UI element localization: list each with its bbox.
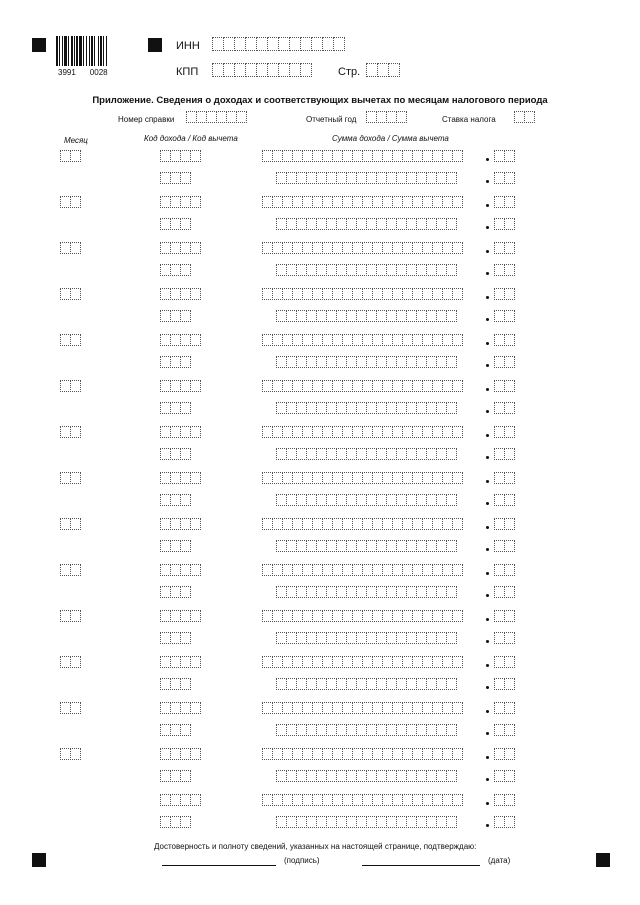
- cell[interactable]: [504, 794, 515, 806]
- cell[interactable]: [190, 380, 201, 392]
- income-sum-field[interactable]: [262, 656, 462, 668]
- cell[interactable]: [190, 426, 201, 438]
- cell[interactable]: [70, 426, 81, 438]
- deduction-code-field[interactable]: [160, 540, 190, 552]
- cell[interactable]: [190, 150, 201, 162]
- income-code-field[interactable]: [160, 472, 200, 484]
- cell[interactable]: [504, 656, 515, 668]
- income-sum-field[interactable]: [262, 702, 462, 714]
- cell[interactable]: [180, 678, 191, 690]
- income-code-field[interactable]: [160, 150, 200, 162]
- decimal-point: [486, 180, 489, 183]
- cell[interactable]: [333, 37, 345, 51]
- month-field[interactable]: [60, 334, 80, 346]
- cell[interactable]: [504, 632, 515, 644]
- income-sum-field[interactable]: [262, 380, 462, 392]
- cell[interactable]: [504, 816, 515, 828]
- deduction-cents-field[interactable]: [494, 310, 514, 322]
- decimal-point: [486, 342, 489, 345]
- deduction-code-field[interactable]: [160, 310, 190, 322]
- cell[interactable]: [70, 472, 81, 484]
- cell[interactable]: [504, 564, 515, 576]
- cell[interactable]: [504, 610, 515, 622]
- deduction-cents-field[interactable]: [494, 586, 514, 598]
- income-cents-field[interactable]: [494, 196, 514, 208]
- cell[interactable]: [504, 288, 515, 300]
- income-cents-field[interactable]: [494, 426, 514, 438]
- corner-marker-top-left: [32, 38, 46, 52]
- deduction-sum-field[interactable]: [276, 632, 456, 644]
- barcode-bar: [79, 36, 82, 66]
- cell[interactable]: [504, 310, 515, 322]
- cell[interactable]: [452, 564, 463, 576]
- income-cents-field[interactable]: [494, 610, 514, 622]
- income-code-field[interactable]: [160, 288, 200, 300]
- month-field[interactable]: [60, 150, 80, 162]
- income-cents-field[interactable]: [494, 150, 514, 162]
- income-sum-field[interactable]: [262, 150, 462, 162]
- cell[interactable]: [452, 242, 463, 254]
- cell[interactable]: [446, 218, 457, 230]
- cell[interactable]: [452, 426, 463, 438]
- month-field[interactable]: [60, 610, 80, 622]
- deduction-code-field[interactable]: [160, 172, 190, 184]
- deduction-sum-field[interactable]: [276, 678, 456, 690]
- barcode-bar: [94, 36, 95, 66]
- cell[interactable]: [70, 702, 81, 714]
- income-code-field[interactable]: [160, 380, 200, 392]
- kpp-field[interactable]: [212, 63, 311, 77]
- month-field[interactable]: [60, 242, 80, 254]
- income-cents-field[interactable]: [494, 380, 514, 392]
- inn-field[interactable]: [212, 37, 344, 51]
- deduction-sum-field[interactable]: [276, 218, 456, 230]
- cell[interactable]: [70, 748, 81, 760]
- cell[interactable]: [70, 242, 81, 254]
- cell[interactable]: [446, 770, 457, 782]
- cell[interactable]: [452, 334, 463, 346]
- cell[interactable]: [504, 196, 515, 208]
- month-field[interactable]: [60, 518, 80, 530]
- decimal-point: [486, 802, 489, 805]
- deduction-sum-field[interactable]: [276, 770, 456, 782]
- income-code-field[interactable]: [160, 656, 200, 668]
- barcode-right-number: 0028: [89, 68, 108, 77]
- cell[interactable]: [446, 678, 457, 690]
- decimal-point: [486, 204, 489, 207]
- decimal-point: [486, 250, 489, 253]
- page-title: Приложение. Сведения о доходах и соответствующих вычетах по месяцам налогового периода: [92, 95, 548, 106]
- cell[interactable]: [504, 472, 515, 484]
- deduction-sum-field[interactable]: [276, 540, 456, 552]
- cell[interactable]: [504, 380, 515, 392]
- decimal-point: [486, 640, 489, 643]
- deduction-cents-field[interactable]: [494, 678, 514, 690]
- cell[interactable]: [452, 702, 463, 714]
- deduction-cents-field[interactable]: [494, 632, 514, 644]
- month-field[interactable]: [60, 472, 80, 484]
- confirmation-text: Достоверность и полноту сведений, указанных на настоящей странице, подтверждаю:: [154, 842, 477, 851]
- cell[interactable]: [180, 310, 191, 322]
- deduction-cents-field[interactable]: [494, 540, 514, 552]
- barcode-bar: [59, 36, 60, 66]
- cell[interactable]: [504, 334, 515, 346]
- cell[interactable]: [190, 242, 201, 254]
- decimal-point: [486, 226, 489, 229]
- cell[interactable]: [236, 111, 247, 123]
- income-cents-field[interactable]: [494, 564, 514, 576]
- deduction-sum-field[interactable]: [276, 494, 456, 506]
- decimal-point: [486, 456, 489, 459]
- barcode-numbers: [58, 68, 108, 77]
- cell[interactable]: [452, 748, 463, 760]
- tax-rate-label: Ставка налога: [442, 115, 496, 124]
- cell[interactable]: [452, 196, 463, 208]
- decimal-point: [486, 710, 489, 713]
- cell[interactable]: [452, 288, 463, 300]
- cell[interactable]: [180, 448, 191, 460]
- cell[interactable]: [190, 656, 201, 668]
- month-field[interactable]: [60, 196, 80, 208]
- barcode-bar: [103, 36, 104, 66]
- deduction-code-field[interactable]: [160, 218, 190, 230]
- cell[interactable]: [446, 632, 457, 644]
- deduction-sum-field[interactable]: [276, 310, 456, 322]
- cell[interactable]: [190, 288, 201, 300]
- barcode-bar: [56, 36, 58, 66]
- deduction-sum-field[interactable]: [276, 816, 456, 828]
- deduction-cents-field[interactable]: [494, 402, 514, 414]
- cell[interactable]: [452, 380, 463, 392]
- income-cents-field[interactable]: [494, 748, 514, 760]
- barcode-bar: [83, 36, 84, 66]
- cell[interactable]: [446, 310, 457, 322]
- cell[interactable]: [504, 242, 515, 254]
- cert-number-label: Номер справки: [118, 115, 175, 124]
- tax-rate-field[interactable]: [514, 111, 534, 123]
- barcode-bar: [74, 36, 75, 66]
- cell[interactable]: [504, 678, 515, 690]
- decimal-point: [486, 364, 489, 367]
- income-code-field[interactable]: [160, 242, 200, 254]
- barcode-image: [56, 36, 136, 66]
- deduction-code-field[interactable]: [160, 356, 190, 368]
- barcode-bar: [91, 36, 93, 66]
- cell[interactable]: [504, 724, 515, 736]
- decimal-point: [486, 296, 489, 299]
- cell[interactable]: [446, 172, 457, 184]
- deduction-code-field[interactable]: [160, 264, 190, 276]
- month-field[interactable]: [60, 702, 80, 714]
- income-code-field[interactable]: [160, 748, 200, 760]
- cell[interactable]: [446, 586, 457, 598]
- page-label: Стр.: [338, 66, 361, 78]
- cell[interactable]: [190, 472, 201, 484]
- decimal-point: [486, 686, 489, 689]
- cell[interactable]: [180, 770, 191, 782]
- income-code-field[interactable]: [160, 426, 200, 438]
- cell[interactable]: [452, 150, 463, 162]
- deduction-code-field[interactable]: [160, 494, 190, 506]
- decimal-point: [486, 388, 489, 391]
- cell[interactable]: [190, 564, 201, 576]
- barcode-bar: [98, 36, 99, 66]
- decimal-point: [486, 732, 489, 735]
- cell[interactable]: [70, 564, 81, 576]
- cell[interactable]: [452, 472, 463, 484]
- cell[interactable]: [504, 586, 515, 598]
- cell[interactable]: [452, 656, 463, 668]
- decimal-point: [486, 664, 489, 667]
- deduction-sum-field[interactable]: [276, 586, 456, 598]
- cell[interactable]: [388, 63, 400, 77]
- decimal-point: [486, 756, 489, 759]
- decimal-point: [486, 594, 489, 597]
- income-cents-field[interactable]: [494, 288, 514, 300]
- deduction-cents-field[interactable]: [494, 356, 514, 368]
- signature-caption: (подпись): [284, 856, 320, 865]
- cell[interactable]: [180, 356, 191, 368]
- cell[interactable]: [504, 264, 515, 276]
- income-code-field[interactable]: [160, 334, 200, 346]
- cell[interactable]: [190, 610, 201, 622]
- month-field[interactable]: [60, 656, 80, 668]
- cell[interactable]: [504, 494, 515, 506]
- cell[interactable]: [180, 540, 191, 552]
- barcode-bar: [64, 36, 67, 66]
- deduction-cents-field[interactable]: [494, 172, 514, 184]
- income-sum-field[interactable]: [262, 518, 462, 530]
- barcode-bar: [89, 36, 90, 66]
- month-field[interactable]: [60, 564, 80, 576]
- income-cents-field[interactable]: [494, 518, 514, 530]
- month-field[interactable]: [60, 288, 80, 300]
- signature-line[interactable]: [162, 865, 276, 866]
- deduction-cents-field[interactable]: [494, 494, 514, 506]
- cell[interactable]: [504, 770, 515, 782]
- decimal-point: [486, 410, 489, 413]
- income-code-field[interactable]: [160, 518, 200, 530]
- income-cents-field[interactable]: [494, 472, 514, 484]
- cell[interactable]: [190, 334, 201, 346]
- barcode-bar: [106, 36, 107, 66]
- cell[interactable]: [190, 518, 201, 530]
- cell[interactable]: [504, 702, 515, 714]
- income-sum-field[interactable]: [262, 196, 462, 208]
- kpp-label: КПП: [176, 66, 199, 78]
- deduction-code-field[interactable]: [160, 816, 190, 828]
- cell[interactable]: [70, 150, 81, 162]
- cell[interactable]: [446, 540, 457, 552]
- cell[interactable]: [504, 748, 515, 760]
- cell[interactable]: [446, 816, 457, 828]
- income-sum-field[interactable]: [262, 748, 462, 760]
- decimal-point: [486, 778, 489, 781]
- cell[interactable]: [446, 724, 457, 736]
- page-number-field[interactable]: [366, 63, 399, 77]
- income-code-field[interactable]: [160, 196, 200, 208]
- month-field[interactable]: [60, 380, 80, 392]
- cell[interactable]: [190, 196, 201, 208]
- cell[interactable]: [180, 402, 191, 414]
- inn-label: ИНН: [176, 40, 200, 52]
- cell[interactable]: [190, 794, 201, 806]
- cell[interactable]: [180, 632, 191, 644]
- decimal-point: [486, 480, 489, 483]
- barcode-bar: [62, 36, 63, 66]
- cell[interactable]: [70, 334, 81, 346]
- barcode-bar: [86, 36, 87, 66]
- cell[interactable]: [180, 816, 191, 828]
- decimal-point: [486, 318, 489, 321]
- deduction-sum-field[interactable]: [276, 264, 456, 276]
- column-header-code: Код дохода / Код вычета: [144, 134, 238, 143]
- deduction-cents-field[interactable]: [494, 724, 514, 736]
- cell[interactable]: [70, 380, 81, 392]
- cell[interactable]: [504, 218, 515, 230]
- income-cents-field[interactable]: [494, 702, 514, 714]
- date-caption: (дата): [488, 856, 511, 865]
- cell[interactable]: [70, 518, 81, 530]
- barcode-bar: [100, 36, 102, 66]
- decimal-point: [486, 434, 489, 437]
- barcode-bar: [71, 36, 73, 66]
- decimal-point: [486, 572, 489, 575]
- income-sum-field[interactable]: [262, 472, 462, 484]
- income-sum-field[interactable]: [262, 426, 462, 438]
- deduction-sum-field[interactable]: [276, 402, 456, 414]
- deduction-cents-field[interactable]: [494, 770, 514, 782]
- deduction-cents-field[interactable]: [494, 218, 514, 230]
- deduction-sum-field[interactable]: [276, 172, 456, 184]
- decimal-point: [486, 526, 489, 529]
- cell[interactable]: [504, 448, 515, 460]
- deduction-sum-field[interactable]: [276, 448, 456, 460]
- cell[interactable]: [190, 748, 201, 760]
- cell[interactable]: [452, 518, 463, 530]
- cell[interactable]: [504, 426, 515, 438]
- cell[interactable]: [446, 356, 457, 368]
- cell[interactable]: [300, 63, 312, 77]
- cell[interactable]: [446, 448, 457, 460]
- deduction-cents-field[interactable]: [494, 816, 514, 828]
- income-sum-field[interactable]: [262, 288, 462, 300]
- corner-marker-top-mid: [148, 38, 162, 52]
- cell[interactable]: [180, 218, 191, 230]
- cell[interactable]: [446, 494, 457, 506]
- decimal-point: [486, 548, 489, 551]
- corner-marker-bottom-left: [32, 853, 46, 867]
- cell[interactable]: [70, 196, 81, 208]
- decimal-point: [486, 158, 489, 161]
- cell[interactable]: [504, 518, 515, 530]
- barcode-bar: [68, 36, 69, 66]
- income-cents-field[interactable]: [494, 334, 514, 346]
- income-sum-field[interactable]: [262, 794, 462, 806]
- deduction-cents-field[interactable]: [494, 264, 514, 276]
- cell[interactable]: [180, 494, 191, 506]
- cell[interactable]: [190, 702, 201, 714]
- cell[interactable]: [504, 356, 515, 368]
- cell[interactable]: [524, 111, 535, 123]
- column-header-month: Месяц: [64, 136, 88, 145]
- deduction-sum-field[interactable]: [276, 724, 456, 736]
- cell[interactable]: [504, 150, 515, 162]
- month-field[interactable]: [60, 748, 80, 760]
- decimal-point: [486, 824, 489, 827]
- cell[interactable]: [180, 586, 191, 598]
- cell[interactable]: [70, 656, 81, 668]
- cell[interactable]: [504, 172, 515, 184]
- cell[interactable]: [70, 610, 81, 622]
- month-field[interactable]: [60, 426, 80, 438]
- cert-number-field[interactable]: [186, 111, 246, 123]
- cell[interactable]: [452, 610, 463, 622]
- deduction-code-field[interactable]: [160, 586, 190, 598]
- income-code-field[interactable]: [160, 702, 200, 714]
- deduction-code-field[interactable]: [160, 678, 190, 690]
- decimal-point: [486, 272, 489, 275]
- corner-marker-bottom-right: [596, 853, 610, 867]
- date-line[interactable]: [362, 865, 480, 866]
- income-code-field[interactable]: [160, 564, 200, 576]
- cell[interactable]: [452, 794, 463, 806]
- deduction-sum-field[interactable]: [276, 356, 456, 368]
- cell[interactable]: [180, 264, 191, 276]
- decimal-point: [486, 618, 489, 621]
- deduction-code-field[interactable]: [160, 724, 190, 736]
- cell[interactable]: [396, 111, 407, 123]
- deduction-code-field[interactable]: [160, 448, 190, 460]
- deduction-code-field[interactable]: [160, 632, 190, 644]
- cell[interactable]: [446, 264, 457, 276]
- income-sum-field[interactable]: [262, 242, 462, 254]
- deduction-code-field[interactable]: [160, 770, 190, 782]
- year-field[interactable]: [366, 111, 406, 123]
- income-sum-field[interactable]: [262, 564, 462, 576]
- cell[interactable]: [180, 172, 191, 184]
- cell[interactable]: [504, 540, 515, 552]
- cell[interactable]: [446, 402, 457, 414]
- deduction-code-field[interactable]: [160, 402, 190, 414]
- income-cents-field[interactable]: [494, 794, 514, 806]
- deduction-cents-field[interactable]: [494, 448, 514, 460]
- barcode-left-number: 3991: [58, 68, 76, 77]
- income-sum-field[interactable]: [262, 334, 462, 346]
- income-cents-field[interactable]: [494, 656, 514, 668]
- cell[interactable]: [70, 288, 81, 300]
- income-code-field[interactable]: [160, 794, 200, 806]
- cell[interactable]: [180, 724, 191, 736]
- barcode-bar: [76, 36, 78, 66]
- income-sum-field[interactable]: [262, 610, 462, 622]
- income-cents-field[interactable]: [494, 242, 514, 254]
- decimal-point: [486, 502, 489, 505]
- year-label: Отчетный год: [306, 115, 357, 124]
- income-code-field[interactable]: [160, 610, 200, 622]
- column-header-sum: Сумма дохода / Сумма вычета: [332, 134, 449, 143]
- cell[interactable]: [504, 402, 515, 414]
